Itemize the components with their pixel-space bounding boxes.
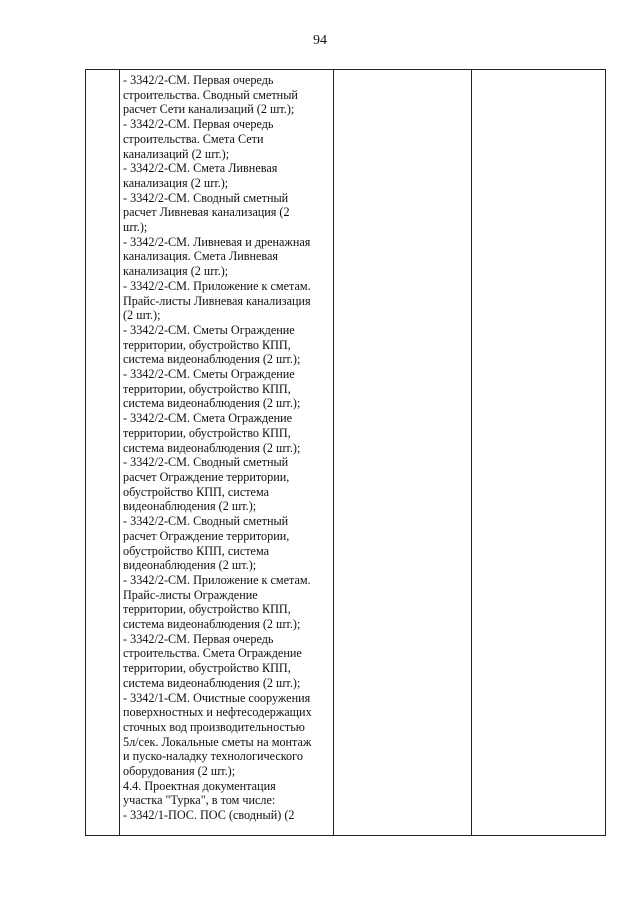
description-line: Прайс-листы Ограждение (123, 587, 258, 602)
description-line: Прайс-листы Ливневая канализация (123, 293, 311, 308)
description-line: 4.4. Проектная документация (123, 778, 276, 793)
description-line: 5л/сек. Локальные сметы на монтаж (123, 734, 312, 749)
description-line: - 3342/1-ПОС. ПОС (сводный) (2 (123, 808, 295, 823)
description-line: расчет Ограждение территории, (123, 469, 290, 484)
description-line: система видеонаблюдения (2 шт.); (123, 675, 301, 690)
description-line: - 3342/2-СМ. Ливневая и дренажная (123, 234, 311, 249)
description-line: оборудования (2 шт.); (123, 764, 236, 779)
description-line: расчет Ливневая канализация (2 (123, 205, 290, 220)
description-line: - 3342/2-СМ. Смета Ограждение (123, 411, 293, 426)
description-line: территории, обустройство КПП, (123, 425, 291, 440)
description-line: - 3342/1-СМ. Очистные сооружения (123, 690, 311, 705)
description-line: - 3342/2-СМ. Смета Ливневая (123, 161, 278, 176)
description-line: участка "Турка", в том числе: (123, 793, 276, 808)
description-line: расчет Сети канализаций (2 шт.); (123, 102, 295, 117)
description-line: - 3342/2-СМ. Приложение к сметам. (123, 572, 311, 587)
description-line: система видеонаблюдения (2 шт.); (123, 617, 301, 632)
description-text (120, 70, 333, 823)
description-line: - 3342/2-СМ. Сводный сметный (123, 190, 289, 205)
description-line: строительства. Смета Ограждение (123, 646, 302, 661)
description-line: - 3342/2-СМ. Сводный сметный (123, 514, 289, 529)
description-line: (2 шт.); (123, 308, 161, 323)
description-line: - 3342/2-СМ. Первая очередь (123, 73, 274, 87)
document-table (85, 69, 606, 836)
description-line: поверхностных и нефтесодержащих (123, 705, 312, 720)
description-line: видеонаблюдения (2 шт.); (123, 558, 257, 573)
description-line: обустройство КПП, система (123, 484, 270, 499)
description-line: сточных вод производительностью (123, 719, 305, 734)
description-line: и пуско-наладку технологического (123, 749, 303, 764)
description-line: канализация (2 шт.); (123, 175, 229, 190)
table-cell-empty-3 (334, 70, 472, 836)
description-line: система видеонаблюдения (2 шт.); (123, 440, 301, 455)
description-line: канализаций (2 шт.); (123, 146, 230, 161)
description-line: - 3342/2-СМ. Сметы Ограждение (123, 367, 295, 382)
description-line: территории, обустройство КПП, (123, 602, 291, 617)
page-number: 94 (313, 33, 327, 48)
description-line: - 3342/2-СМ. Сводный сметный (123, 455, 289, 470)
description-line: территории, обустройство КПП, (123, 337, 291, 352)
description-line: канализация. Смета Ливневая (123, 249, 279, 264)
description-line: строительства. Сводный сметный (123, 87, 298, 102)
description-line: - 3342/2-СМ. Сметы Ограждение (123, 322, 295, 337)
description-line: - 3342/2-СМ. Первая очередь (123, 631, 274, 646)
description-line: система видеонаблюдения (2 шт.); (123, 396, 301, 411)
table-cell-empty-4 (472, 70, 606, 836)
table-row (86, 70, 606, 836)
table-cell-description (120, 70, 334, 836)
description-line: территории, обустройство КПП, (123, 381, 291, 396)
description-line: расчет Ограждение территории, (123, 528, 290, 543)
description-line: территории, обустройство КПП, (123, 661, 291, 676)
description-line: шт.); (123, 220, 148, 235)
description-line: обустройство КПП, система (123, 543, 270, 558)
description-line: канализация (2 шт.); (123, 264, 229, 279)
description-line: видеонаблюдения (2 шт.); (123, 499, 257, 514)
description-line: - 3342/2-СМ. Приложение к сметам. (123, 278, 311, 293)
table-cell-index (86, 70, 120, 836)
description-line: система видеонаблюдения (2 шт.); (123, 352, 301, 367)
description-line: строительства. Смета Сети (123, 131, 264, 146)
description-line: - 3342/2-СМ. Первая очередь (123, 117, 274, 132)
